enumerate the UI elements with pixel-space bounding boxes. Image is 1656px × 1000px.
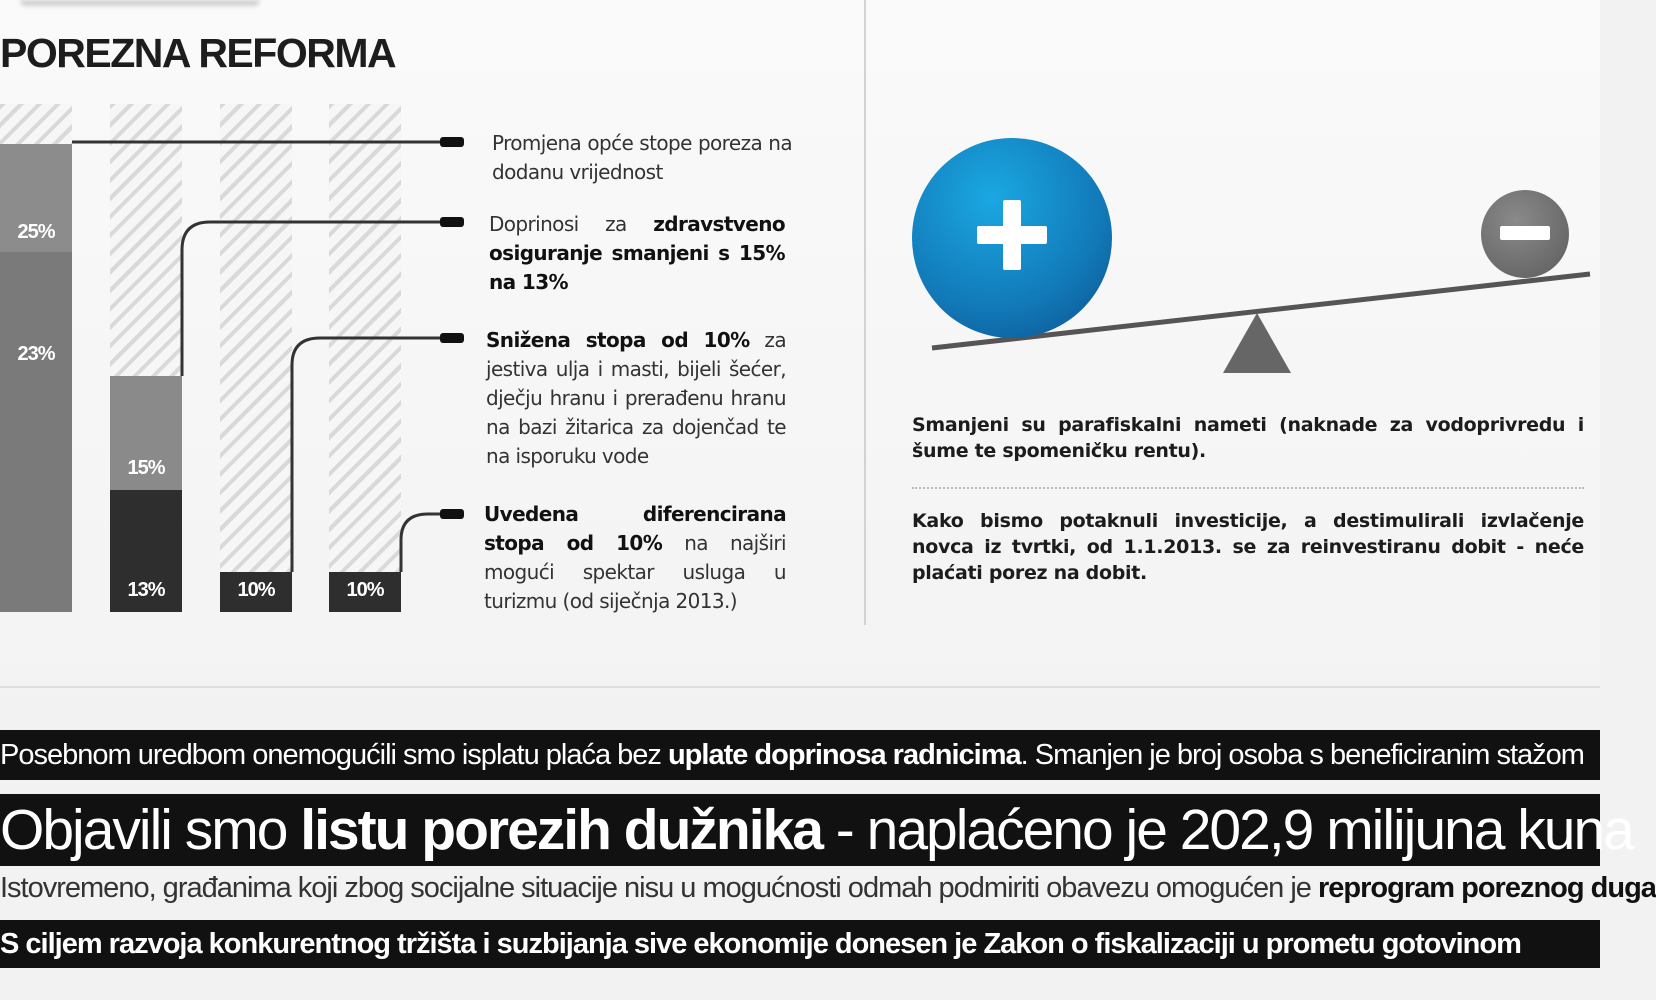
headline-bold: listu porezih dužnika <box>300 798 822 862</box>
vertical-divider <box>864 0 866 625</box>
callout-vat-text: Promjena opće stope poreza na dodanu vrijednost <box>492 131 792 184</box>
fiscalization-strip <box>0 920 1600 968</box>
callout-health-prefix: Doprinosi za <box>489 212 654 236</box>
strip1-suffix: . Smanjen je broj osoba s beneficiranim stažom <box>1020 739 1584 771</box>
strip1-prefix: Posebnom uredbom onemogućili smo isplatu plaća bez <box>0 739 668 771</box>
connector-health <box>182 222 448 376</box>
callout-connectors <box>0 0 480 640</box>
callout-vat <box>492 129 792 187</box>
connector-cap-1 <box>440 137 464 147</box>
callout-reduced-bold: Snižena stopa od 10% <box>486 328 750 352</box>
callout-health-bold: zdravstveno osiguranje smanjeni s 15% na 13% <box>489 212 785 294</box>
connector-reduced <box>292 338 448 572</box>
callout-tourism-bold: Uvedena diferencirana stopa od 10% <box>484 502 786 555</box>
contributions-strip <box>0 730 1600 780</box>
rate-label-13: 13% <box>127 579 165 601</box>
seesaw-fulcrum <box>1223 313 1291 373</box>
connector-tourism <box>401 514 448 572</box>
reinvested-profit-text: Kako bismo potaknuli investicije, a destimulirali izvlačenje novca iz tvrtki, od 1.1.2013. se za reinvestiranu dobit - neće plaćati porez na dobit. <box>912 510 1584 584</box>
plus-icon-bar-v <box>1003 200 1021 270</box>
callout-tourism <box>484 500 786 616</box>
strip3-prefix: S ciljem razvoja konkurentnog tržišta i suzbijanja sive ekonomije donesen je <box>0 928 984 960</box>
connector-cap-2 <box>440 217 464 227</box>
plus-icon <box>912 138 1112 338</box>
dotted-separator <box>912 487 1584 489</box>
strip3-bold: Zakon o fiskalizaciji <box>983 928 1235 960</box>
reprogram-prefix: Istovremeno, građanima koji zbog socijalne situacije nisu u mogućnosti odmah podmiriti obavezu omogućen je <box>0 872 1318 904</box>
minus-icon-bar <box>1500 226 1550 240</box>
callout-tourism-text: na najširi mogući spektar usluga u turizmu (od siječnja 2013.) <box>484 531 786 613</box>
callout-reduced-text: za jestiva ulja i masti, bijeli šećer, dječju hranu i prerađenu hranu na bazi žitarica za dojenčad te na isporuku vode <box>486 328 786 468</box>
connector-cap-4 <box>440 509 464 519</box>
rate-label-10-b: 10% <box>346 579 384 601</box>
headline-prefix: Objavili smo <box>0 798 301 862</box>
strip1-bold: uplate doprinosa radnicima <box>667 739 1021 771</box>
rate-label-10-a: 10% <box>237 579 275 601</box>
minus-icon <box>1481 190 1569 278</box>
callout-reduced-rate <box>486 326 786 471</box>
reprogram-bold: reprogram poreznog duga <box>1318 872 1656 904</box>
debtors-headline <box>0 794 1633 866</box>
rate-chart <box>0 0 480 640</box>
rate-label-15: 15% <box>127 457 165 479</box>
rate-label-25: 25% <box>17 221 55 243</box>
strip3-suffix: u prometu gotovinom <box>1234 928 1521 960</box>
reprogram-line <box>0 868 1656 908</box>
callout-health <box>489 210 785 297</box>
rate-label-23: 23% <box>17 343 55 365</box>
section-title: POREZNA REFORMA <box>0 30 396 76</box>
horizontal-separator <box>0 686 1600 688</box>
parafiscal-text: Smanjeni su parafiskalni nameti (naknade za vodoprivredu i šume te spomeničku rentu). <box>912 414 1584 462</box>
headline-suffix: - naplaćeno je 202,9 milijuna kuna <box>821 798 1633 862</box>
connector-cap-3 <box>440 333 464 343</box>
